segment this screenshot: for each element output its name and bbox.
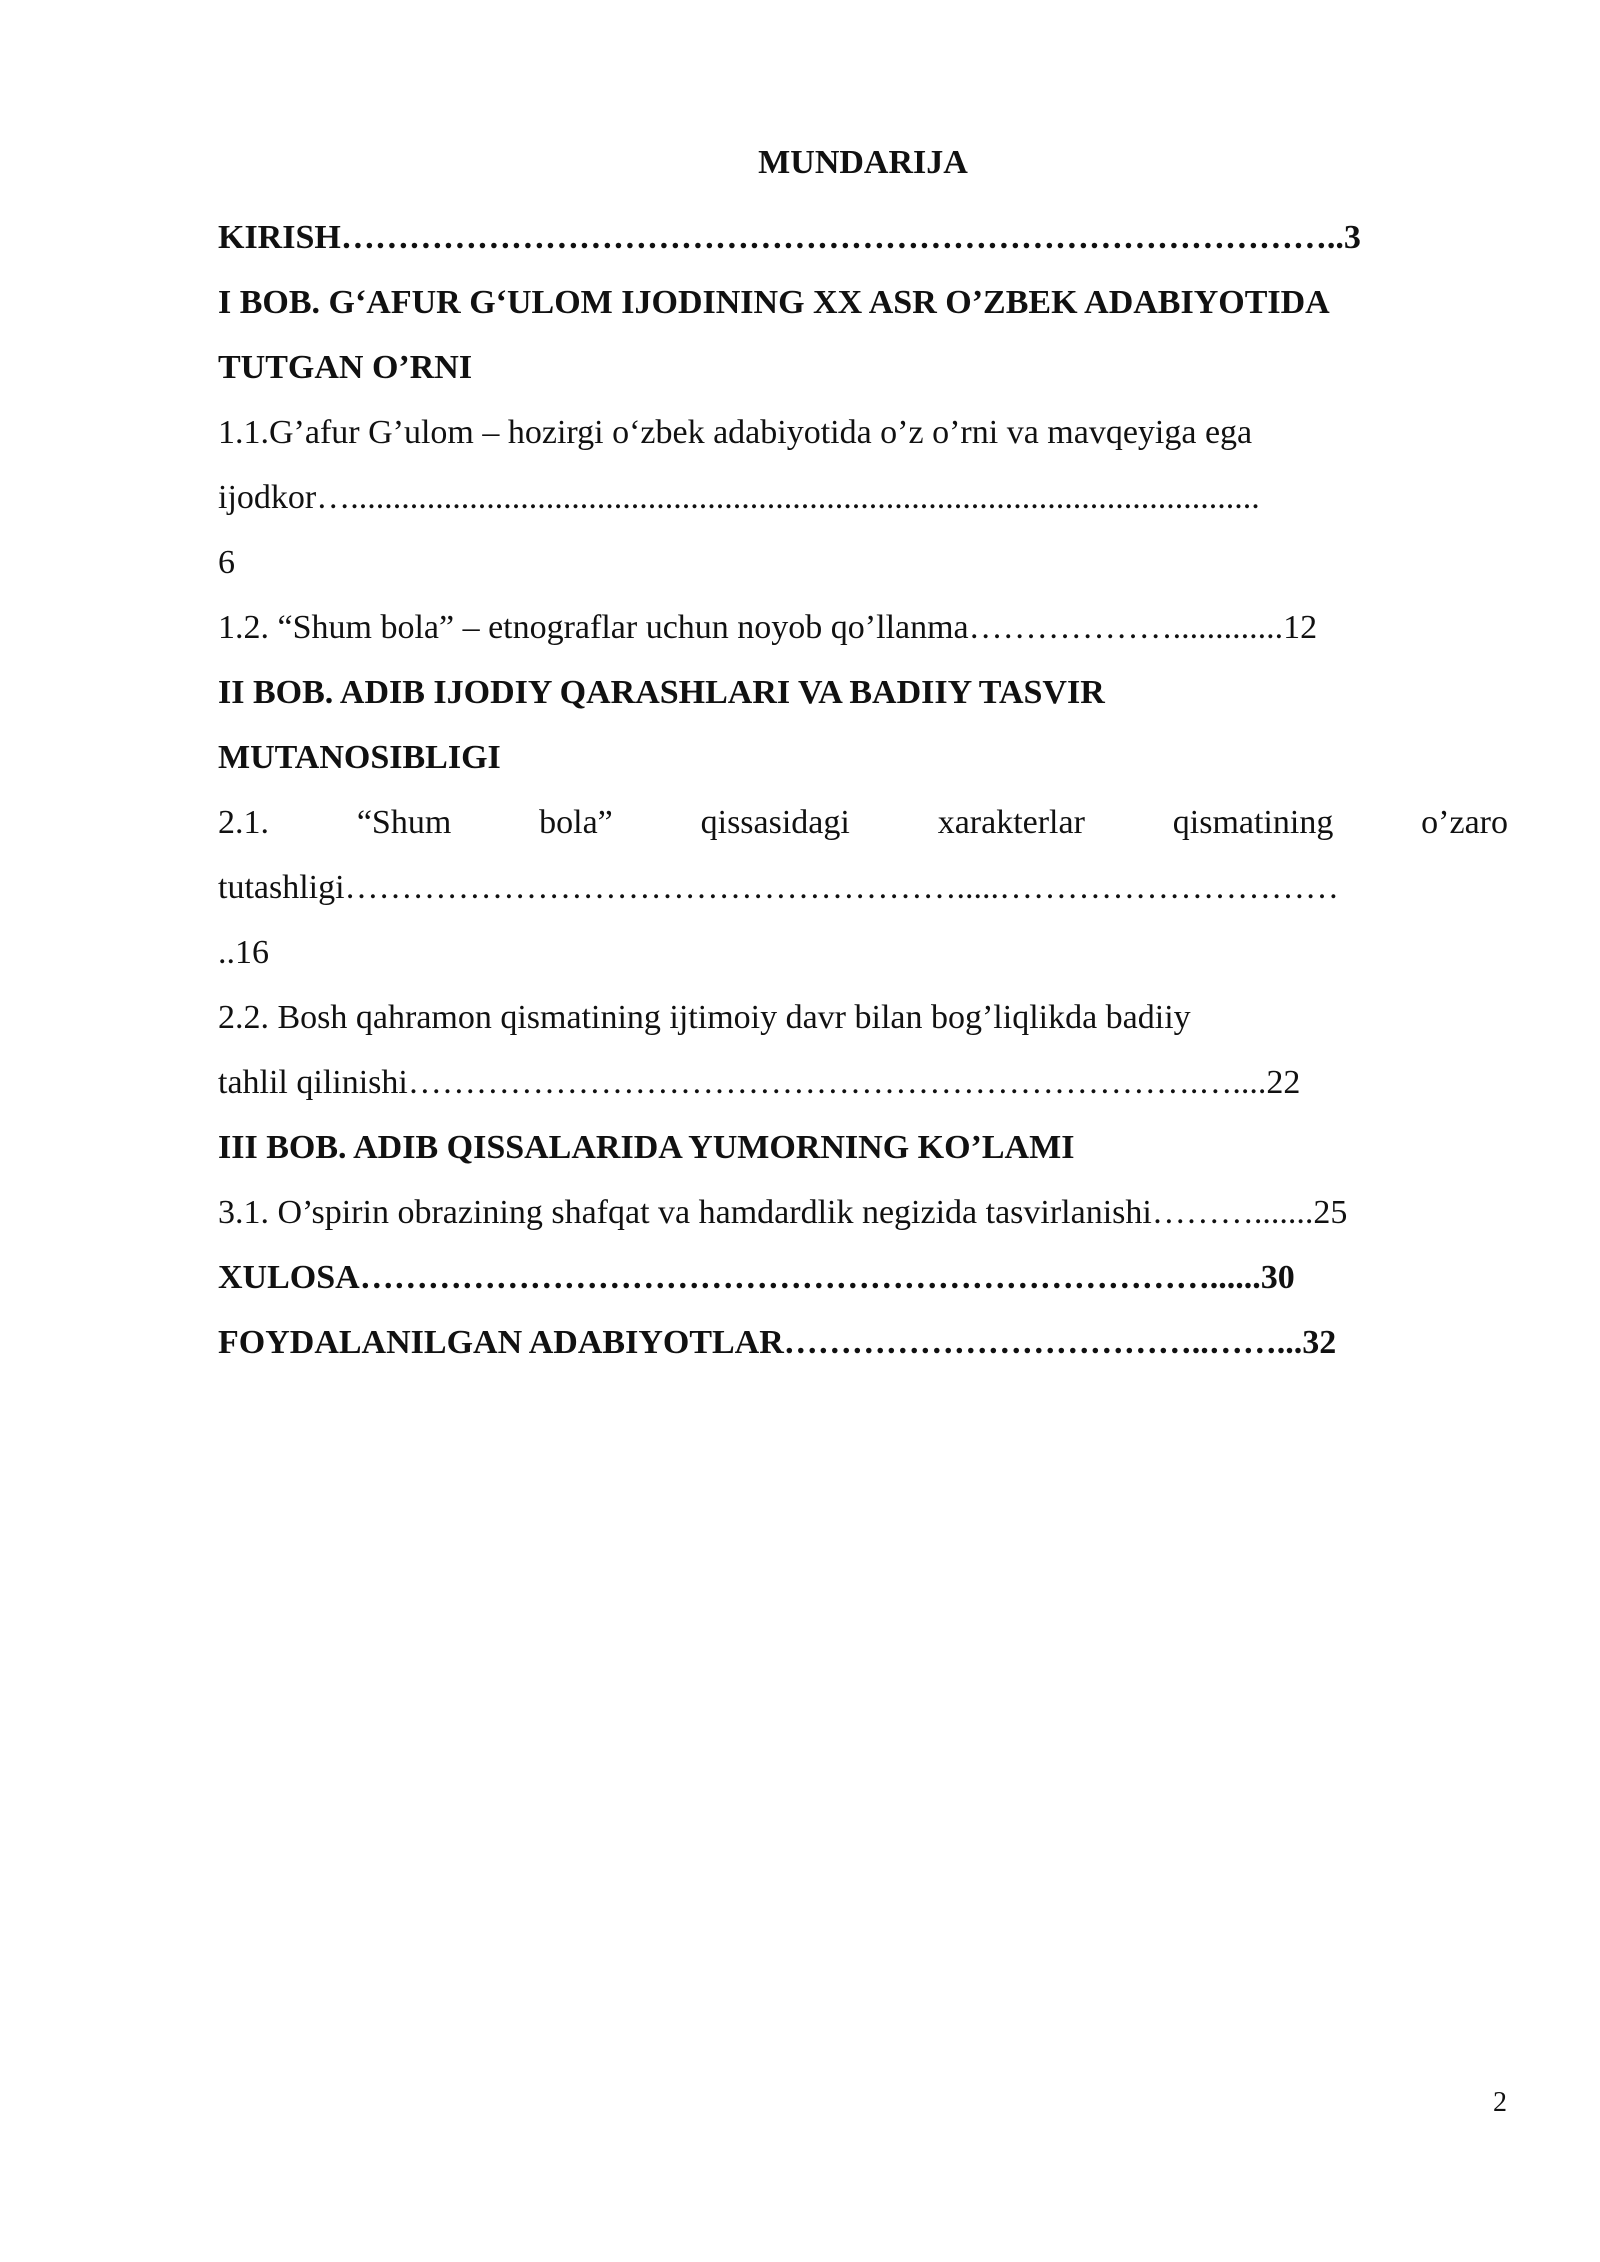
toc-word: o’zaro [1421, 804, 1508, 841]
toc-chapter-2-title-line-1: II BOB. ADIB IJODIY QARASHLARI VA BADIIY TASVIR [218, 674, 1105, 711]
toc-chapter-2-title-line-2: MUTANOSIBLIGI [218, 739, 501, 776]
toc-word: bola” [539, 804, 613, 841]
table-of-contents [218, 140, 1508, 1375]
toc-word: xarakterlar [937, 804, 1085, 841]
toc-section-2-2-line-1: 2.2. Bosh qahramon qismatining ijtimoiy davr bilan bog’liqlikda badiiy [218, 999, 1191, 1036]
toc-word: qissasidagi [700, 804, 850, 841]
toc-word: qismatining [1172, 804, 1334, 841]
toc-section-1-1-line-2: ijodkor…........................................................................................................... [218, 479, 1260, 516]
toc-chapter-1-title-line-2: TUTGAN O’RNI [218, 349, 473, 386]
toc-word: “Shum [356, 804, 452, 841]
toc-section-2-2-line-2: tahlil qilinishi…………………………………………………………….…....22 [218, 1064, 1301, 1101]
toc-section-3-1: 3.1. O’spirin obrazining shafqat va hamdardlik negizida tasvirlanishi……….......25 [218, 1194, 1348, 1231]
toc-entry-foydalanilgan-adabiyotlar: FOYDALANILGAN ADABIYOTLAR………………………………..……...32 [218, 1324, 1337, 1361]
toc-section-2-1-page: ..16 [218, 934, 269, 971]
toc-entry-xulosa: XULOSA…………………………………………………………………......30 [218, 1259, 1295, 1296]
page-number: 2 [1493, 2087, 1507, 2118]
toc-section-1-2: 1.2. “Shum bola” – etnograflar uchun noyob qo’llanma……………….............12 [218, 609, 1318, 646]
toc-word: 2.1. [218, 804, 269, 841]
toc-section-2-1-line-2: tutashligi……………………………………………….....………………………… [218, 869, 1340, 906]
toc-section-2-1-line-1 [218, 790, 1508, 855]
toc-title: MUNDARIJA [758, 144, 968, 181]
toc-chapter-3-title: III BOB. ADIB QISSALARIDA YUMORNING KO’LAMI [218, 1129, 1075, 1166]
toc-entry-kirish: KIRISH……………………………………………………………………………..3 [218, 219, 1361, 256]
toc-section-1-1-page: 6 [218, 544, 235, 581]
toc-chapter-1-title-line-1: I BOB. G‘AFUR G‘ULOM IJODINING XX ASR O’ZBEK ADABIYOTIDA [218, 284, 1330, 321]
toc-section-1-1-line-1: 1.1.G’afur G’ulom – hozirgi o‘zbek adabiyotida o’z o’rni va mavqeyiga ega [218, 414, 1253, 451]
